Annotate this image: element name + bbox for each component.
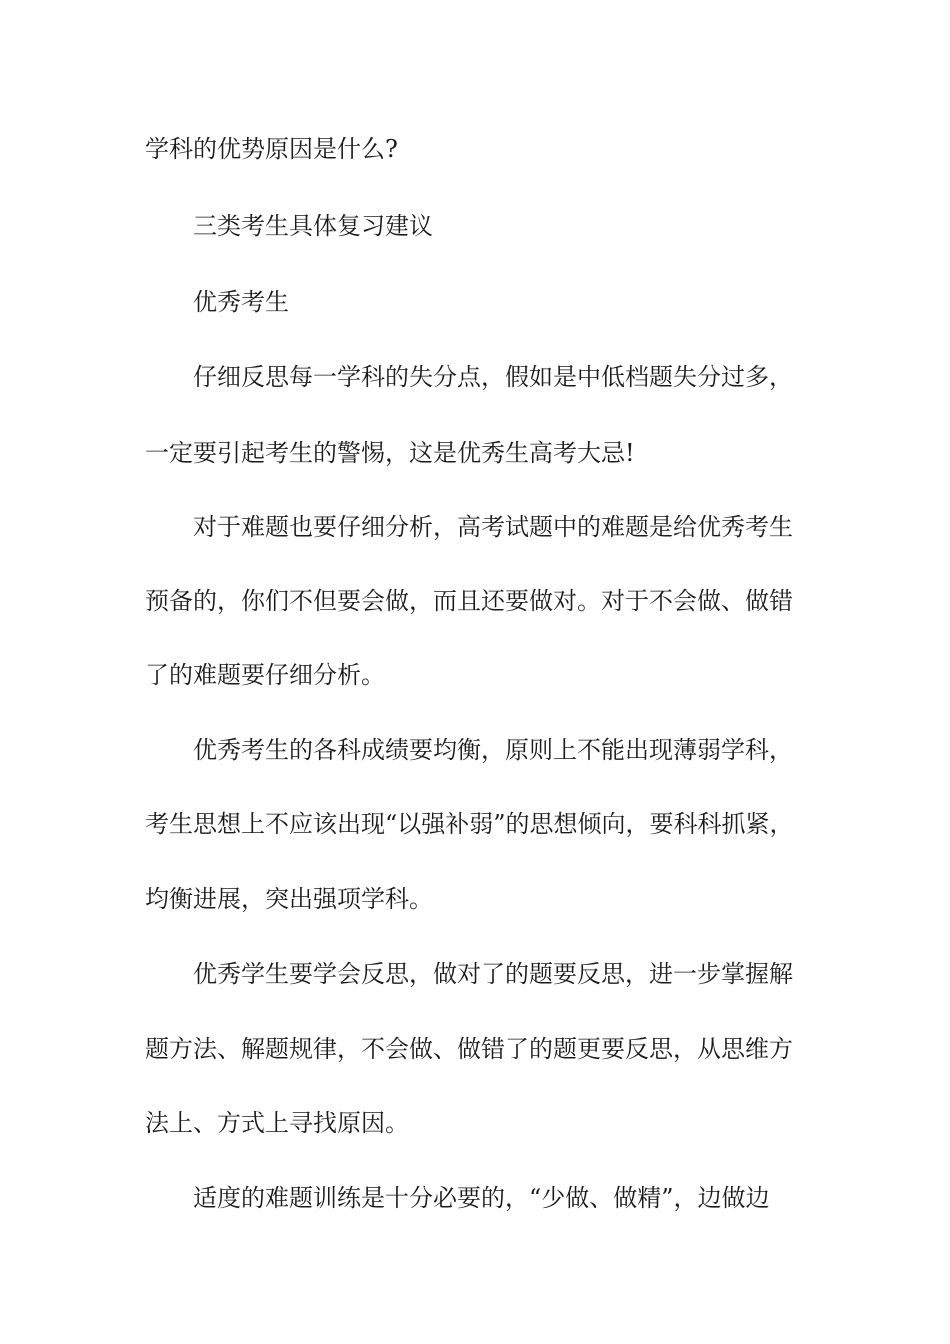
text-line: 法上、方式上寻找原因。 <box>145 1109 409 1137</box>
text-line: 一定要引起考生的警惕，这是优秀生高考大忌! <box>145 439 635 467</box>
text-line: 均衡进展，突出强项学科。 <box>145 885 433 913</box>
text-line: 优秀学生要学会反思，做对了的题要反思，进一步掌握解 <box>193 960 793 988</box>
text-line: 学科的优势原因是什么? <box>145 135 398 163</box>
text-line: 题方法、解题规律，不会做、做错了的题更要反思，从思维方 <box>145 1035 793 1063</box>
text-line: 对于难题也要仔细分析，高考试题中的难题是给优秀考生 <box>193 513 793 541</box>
text-line: 了的难题要仔细分析。 <box>145 661 385 689</box>
subsection-heading: 优秀考生 <box>193 288 289 316</box>
text-line: 仔细反思每一学科的失分点，假如是中低档题失分过多， <box>193 363 793 391</box>
text-line: 优秀考生的各科成绩要均衡，原则上不能出现薄弱学科， <box>193 736 793 764</box>
section-heading: 三类考生具体复习建议 <box>193 212 433 240</box>
text-line: 适度的难题训练是十分必要的，“少做、做精”，边做边 <box>193 1184 770 1212</box>
text-line: 预备的，你们不但要会做，而且还要做对。对于不会做、做错 <box>145 587 793 615</box>
text-line: 考生思想上不应该出现“以强补弱”的思想倾向，要科科抓紧， <box>145 810 794 838</box>
